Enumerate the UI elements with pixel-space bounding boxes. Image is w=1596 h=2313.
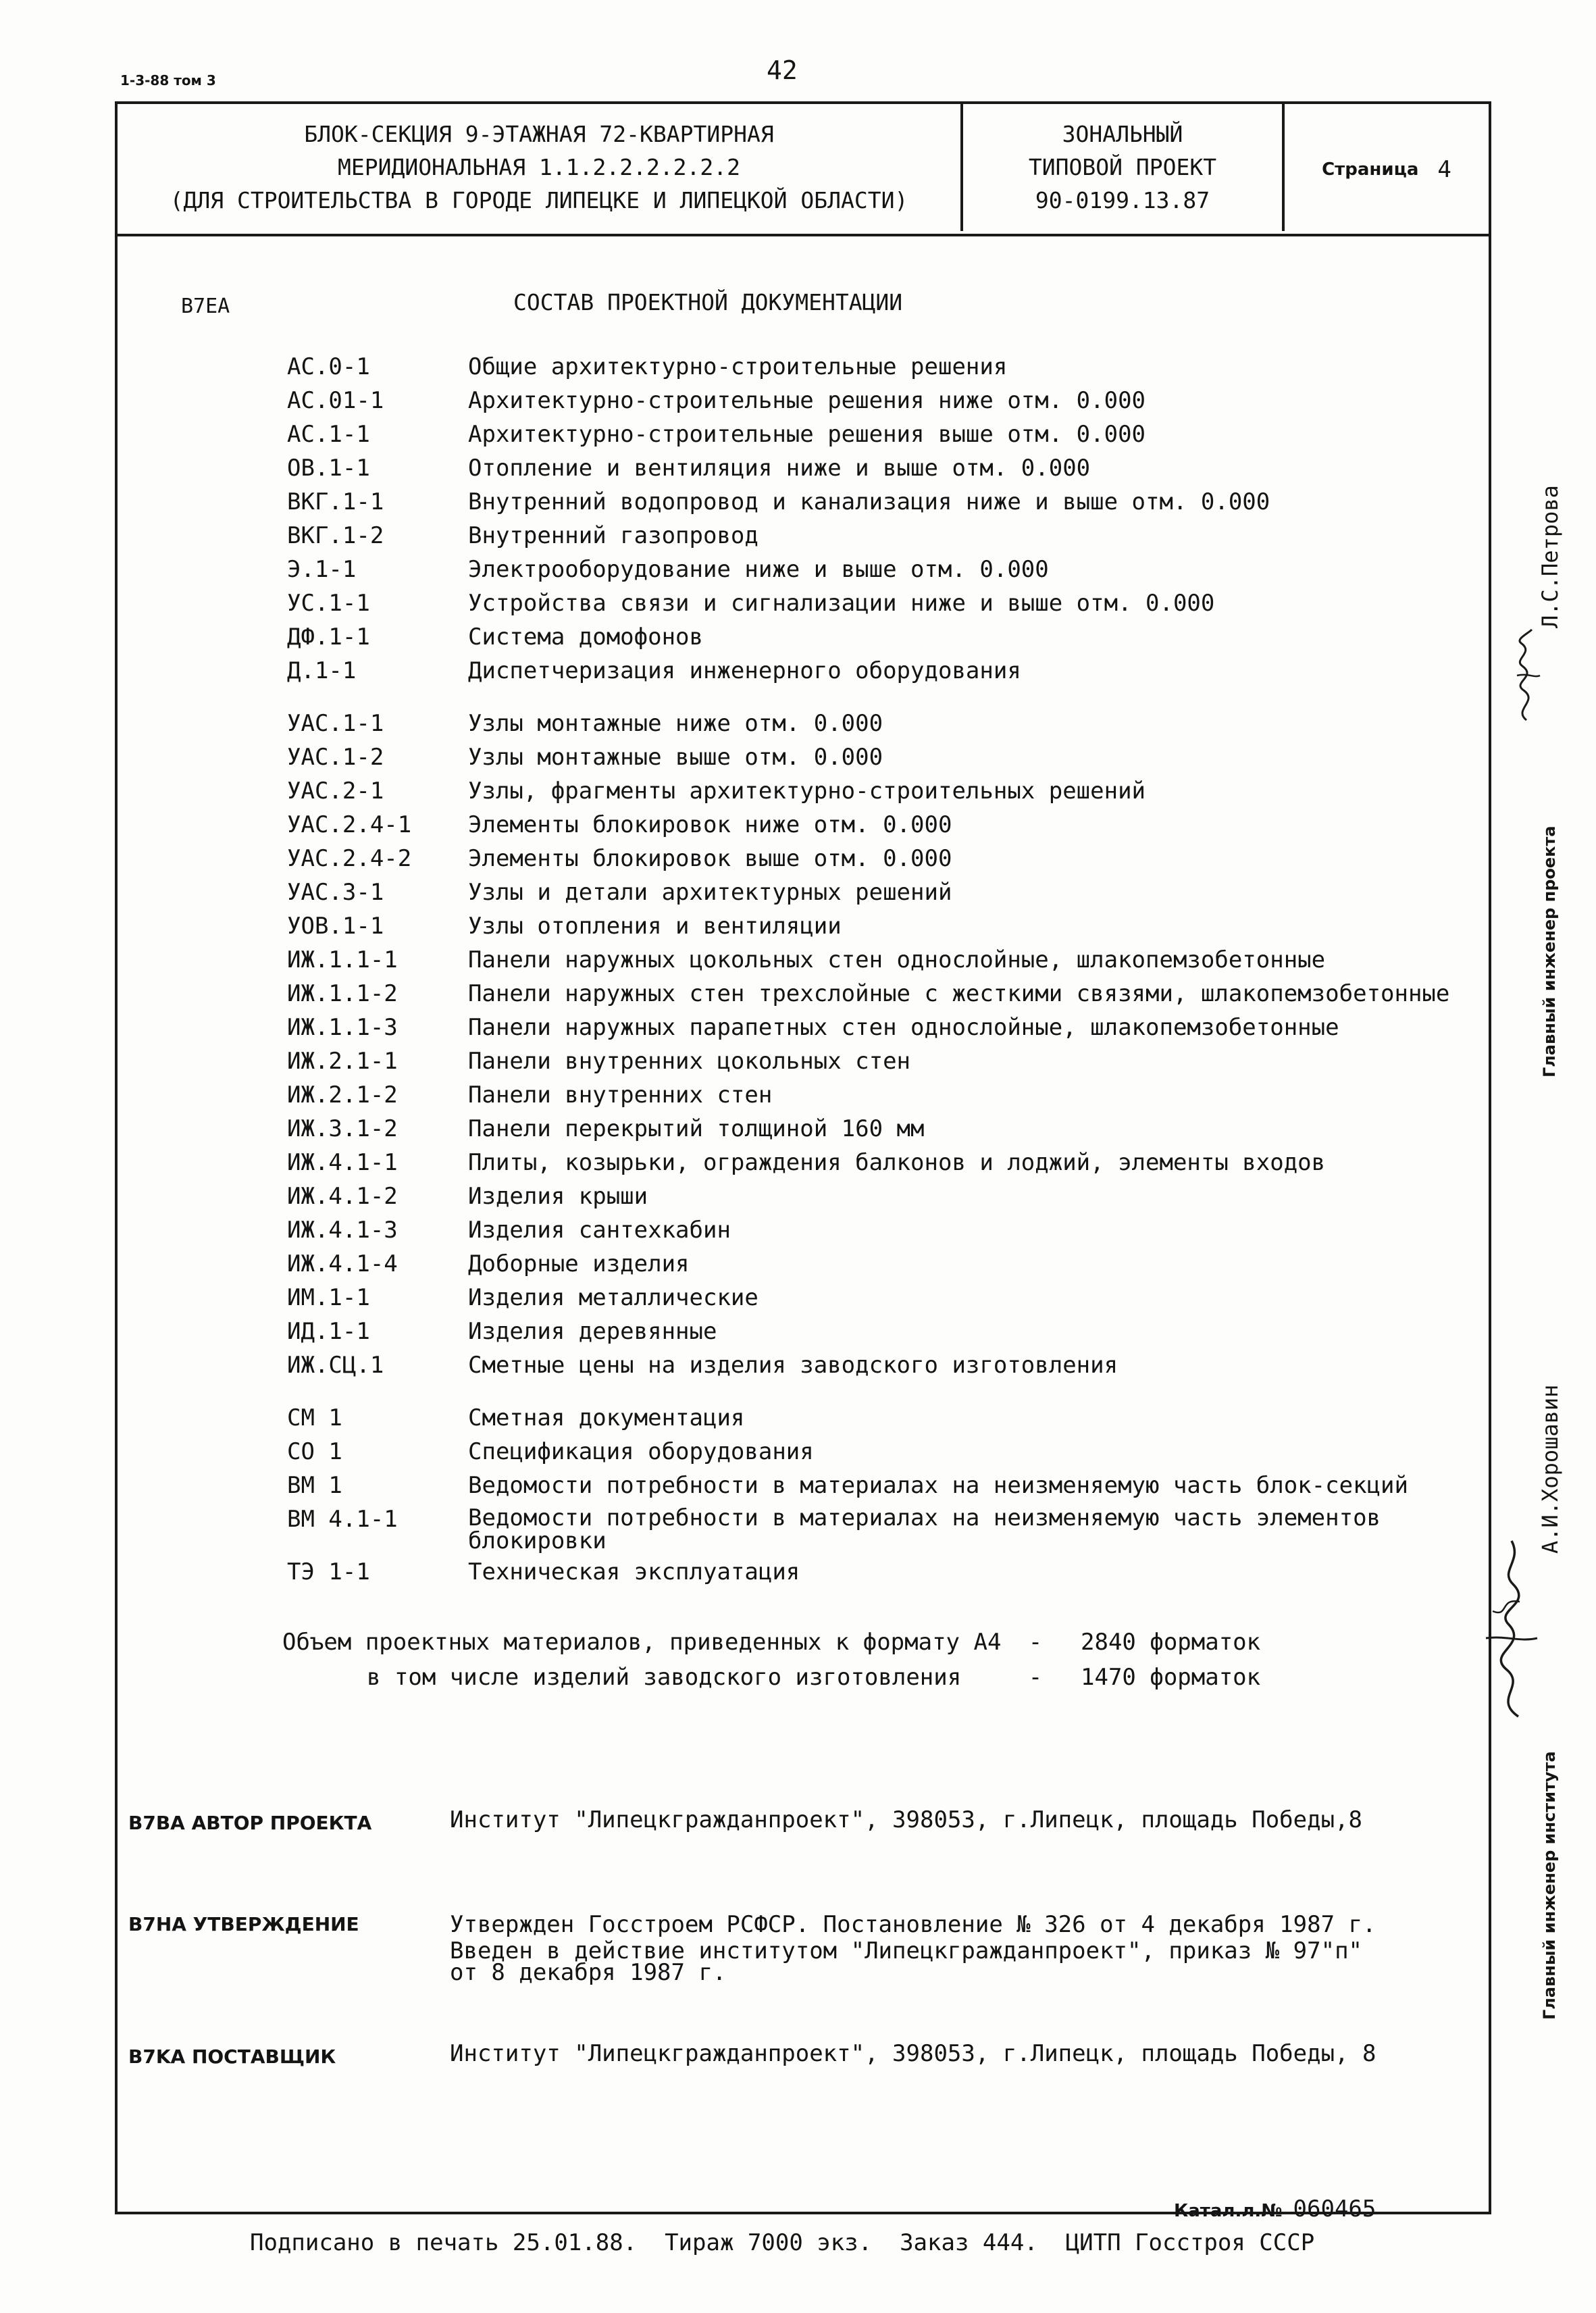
doc-code: ИЖ.1.1-3 (287, 1014, 398, 1041)
doc-description: Внутренний газопровод (468, 522, 758, 549)
catalog-number (1174, 2195, 1376, 2222)
doc-description: Ведомости потребности в материалах на неизменяемую часть блок-секций (468, 1472, 1408, 1499)
doc-description: Ведомости потребности в материалах на неизменяемую часть элементов блокировки (468, 1504, 1381, 1554)
petrova-name: Л.С.Петрова (1537, 485, 1563, 628)
doc-description: Общие архитектурно-строительные решения (468, 353, 1008, 380)
project-line-2: ТИПОВОЙ ПРОЕКТ (1028, 154, 1217, 180)
series-volume: 1-3-88 том 3 (120, 72, 216, 88)
doc-code: ДФ.1-1 (287, 624, 370, 651)
doc-description: Изделия сантехкабин (468, 1217, 731, 1244)
title-line-3: (ДЛЯ СТРОИТЕЛЬСТВА В ГОРОДЕ ЛИПЕЦКЕ И ЛИПЕЦКОЙ ОБЛАСТИ) (170, 187, 908, 213)
doc-code: УАС.2.4-2 (287, 845, 412, 872)
print-imprint: Подписано в печать 25.01.88. Тираж 7000 экз. Заказ 444. ЦИТП Госстроя СССР (250, 2229, 1315, 2256)
doc-code: СО 1 (287, 1438, 342, 1465)
doc-description: Панели внутренних стен (468, 1082, 773, 1109)
sheet-number: 42 (767, 55, 798, 85)
doc-code: ИЖ.СЦ.1 (287, 1352, 384, 1379)
list-item (287, 1348, 1489, 1382)
doc-description: Панели внутренних цокольных стен (468, 1048, 911, 1075)
list-item (287, 1213, 1489, 1247)
doc-description: Система домофонов (468, 624, 703, 651)
doc-code: СМ 1 (287, 1404, 342, 1431)
volume-totals (282, 1625, 1260, 1695)
approval-label: B7HA УТВЕРЖДЕНИЕ (128, 1913, 359, 1935)
doc-description: Элементы блокировок ниже отм. 0.000 (468, 811, 952, 838)
list-item (287, 553, 1489, 586)
list-item (287, 1401, 1489, 1435)
list-item (287, 1502, 1489, 1555)
doc-code: УАС.2-1 (287, 778, 384, 805)
supplier-label: B7KA ПОСТАВЩИК (128, 2045, 336, 2068)
doc-description: Внутренний водопровод и канализация ниже и выше отм. 0.000 (468, 488, 1270, 515)
approval-line-3: от 8 декабря 1987 г. (450, 1959, 727, 1986)
signature-petrova-icon (1508, 628, 1545, 723)
doc-code: АС.0-1 (287, 353, 370, 380)
total-dash: - (1028, 1629, 1043, 1656)
list-item (287, 654, 1489, 688)
list-item (287, 740, 1489, 774)
catalog-label: Катал.л.№ (1174, 2201, 1283, 2221)
doc-description: Техническая эксплуатация (468, 1558, 800, 1585)
documentation-list (287, 350, 1489, 1589)
doc-code: Д.1-1 (287, 657, 357, 684)
title-cell (118, 104, 963, 231)
list-item (287, 384, 1489, 417)
project-line-3: 90-0199.13.87 (1035, 187, 1210, 213)
list-item (287, 1044, 1489, 1078)
total-value: 2840 форматок (1081, 1629, 1261, 1656)
catalog-value: 060465 (1293, 2195, 1376, 2222)
title-line-2: МЕРИДИОНАЛЬНАЯ 1.1.2.2.2.2.2.2 (337, 154, 741, 180)
doc-description: Узлы монтажные ниже отм. 0.000 (468, 710, 883, 737)
list-item (287, 977, 1489, 1011)
doc-description: Электрооборудование ниже и выше отм. 0.000 (468, 556, 1049, 583)
doc-description: Архитектурно-строительные решения ниже отм. 0.000 (468, 387, 1146, 414)
khoroshavin-name: А.И.Хорошавин (1537, 1384, 1563, 1554)
list-item (287, 1281, 1489, 1315)
total-label: Объем проектных материалов, приведенных к формату А4 (282, 1629, 1002, 1656)
chief-engineer-project-label: Главный инженер проекта (1540, 825, 1559, 1077)
list-item (287, 909, 1489, 943)
author-text: Институт "Липецкгражданпроект", 398053, г.Липецк, площадь Победы,8 (450, 1806, 1363, 1833)
doc-code: ИЖ.4.1-2 (287, 1183, 398, 1210)
title-line-1: БЛОК-СЕКЦИЯ 9-ЭТАЖНАЯ 72-КВАРТИРНАЯ (304, 121, 774, 147)
total-value: 1470 форматок (1081, 1664, 1261, 1691)
total-dash: - (1028, 1664, 1043, 1691)
doc-description: Изделия деревянные (468, 1318, 717, 1345)
list-item (287, 1078, 1489, 1112)
approval-line-2: Введен в действие институтом "Липецкгражданпроект", приказ № 97"п" (450, 1937, 1363, 1964)
doc-description: Элементы блокировок выше отм. 0.000 (468, 845, 952, 872)
supplier-text: Институт "Липецкгражданпроект", 398053, г.Липецк, площадь Победы, 8 (450, 2040, 1376, 2067)
doc-description: Узлы, фрагменты архитектурно-строительных решений (468, 778, 1146, 805)
doc-code: УОВ.1-1 (287, 913, 384, 940)
list-item (287, 774, 1489, 808)
list-item (287, 707, 1489, 740)
doc-code: ТЭ 1-1 (287, 1558, 370, 1585)
list-item (287, 1247, 1489, 1281)
list-item (287, 1469, 1489, 1502)
doc-code: ВМ 1 (287, 1472, 342, 1499)
list-item (287, 1179, 1489, 1213)
doc-code: ВКГ.1-1 (287, 488, 384, 515)
doc-code: ОВ.1-1 (287, 455, 370, 482)
doc-description: Диспетчеризация инженерного оборудования (468, 657, 1021, 684)
list-item (287, 943, 1489, 977)
list-item (287, 620, 1489, 654)
doc-code: ИЖ.4.1-4 (287, 1250, 398, 1277)
list-item (287, 875, 1489, 909)
section-code: B7EA (181, 295, 230, 318)
list-item (287, 808, 1489, 842)
doc-code: УАС.2.4-1 (287, 811, 412, 838)
doc-code: УАС.1-1 (287, 710, 384, 737)
doc-code: ИЖ.3.1-2 (287, 1115, 398, 1142)
list-item (287, 1112, 1489, 1146)
total-label: в том числе изделий заводского изготовления (367, 1664, 962, 1691)
doc-code: УАС.3-1 (287, 879, 384, 906)
doc-description: Панели перекрытий толщиной 160 мм (468, 1115, 925, 1142)
list-item (287, 451, 1489, 485)
supplier-section (128, 2041, 1376, 2068)
doc-description: Плиты, козырьки, ограждения балконов и лоджий, элементы входов (468, 1149, 1326, 1176)
doc-description: Устройства связи и сигнализации ниже и выше отм. 0.000 (468, 590, 1215, 617)
list-item (287, 485, 1489, 519)
doc-description: Отопление и вентиляция ниже и выше отм. 0.000 (468, 455, 1091, 482)
doc-code: УАС.1-2 (287, 744, 384, 771)
approval-section (128, 1909, 1376, 1986)
list-item (287, 350, 1489, 384)
doc-description: Сметные цены на изделия заводского изготовления (468, 1352, 1118, 1379)
title-block (118, 104, 1489, 236)
list-item (287, 519, 1489, 553)
doc-code: УС.1-1 (287, 590, 370, 617)
list-item (287, 1435, 1489, 1469)
doc-code: Э.1-1 (287, 556, 357, 583)
doc-code: ИД.1-1 (287, 1318, 370, 1345)
doc-code: ИЖ.2.1-1 (287, 1048, 398, 1075)
doc-code: ИЖ.4.1-3 (287, 1217, 398, 1244)
doc-code: ИМ.1-1 (287, 1284, 370, 1311)
page-cell (1285, 104, 1489, 231)
doc-code: ИЖ.1.1-1 (287, 946, 398, 973)
total-row (282, 1660, 1260, 1695)
doc-code: ВМ 4.1-1 (287, 1506, 398, 1533)
total-row (282, 1625, 1260, 1660)
author-label: B7BA АВТОР ПРОЕКТА (128, 1812, 372, 1834)
approval-line-1: Утвержден Госстроем РСФСР. Постановление № 326 от 4 декабря 1987 г. (450, 1911, 1376, 1938)
chief-engineer-institute-label: Главный инженер института (1540, 1751, 1559, 2020)
page-value: 4 (1437, 156, 1451, 183)
signature-khoroshavin-icon (1479, 1537, 1540, 1719)
page-label: Страница (1322, 159, 1419, 180)
list-item (287, 1555, 1489, 1589)
doc-description: Панели наружных цокольных стен однослойные, шлакопемзобетонные (468, 946, 1326, 973)
doc-code: ИЖ.1.1-2 (287, 980, 398, 1007)
doc-description: Узлы отопления и вентиляции (468, 913, 842, 940)
author-section (128, 1808, 1362, 1834)
list-item (287, 1011, 1489, 1044)
list-item (287, 1146, 1489, 1179)
doc-description: Изделия металлические (468, 1284, 758, 1311)
doc-description: Узлы и детали архитектурных решений (468, 879, 952, 906)
project-line-1: ЗОНАЛЬНЫЙ (1062, 121, 1183, 147)
list-item (287, 842, 1489, 875)
doc-code: ВКГ.1-2 (287, 522, 384, 549)
doc-description: Панели наружных стен трехслойные с жесткими связями, шлакопемзобетонные (468, 980, 1450, 1007)
section-title: СОСТАВ ПРОЕКТНОЙ ДОКУМЕНТАЦИИ (513, 289, 903, 315)
doc-description: Сметная документация (468, 1404, 745, 1431)
list-item (287, 586, 1489, 620)
list-item (287, 417, 1489, 451)
doc-code: АС.1-1 (287, 421, 370, 448)
project-cell (963, 104, 1285, 231)
doc-description: Архитектурно-строительные решения выше отм. 0.000 (468, 421, 1146, 448)
doc-description: Узлы монтажные выше отм. 0.000 (468, 744, 883, 771)
doc-code: ИЖ.2.1-2 (287, 1082, 398, 1109)
list-item (287, 1315, 1489, 1348)
doc-code: ИЖ.4.1-1 (287, 1149, 398, 1176)
doc-description: Спецификация оборудования (468, 1438, 814, 1465)
doc-description: Доборные изделия (468, 1250, 690, 1277)
doc-description: Изделия крыши (468, 1183, 648, 1210)
doc-code: АС.01-1 (287, 387, 384, 414)
doc-description: Панели наружных парапетных стен однослойные, шлакопемзобетонные (468, 1014, 1339, 1041)
